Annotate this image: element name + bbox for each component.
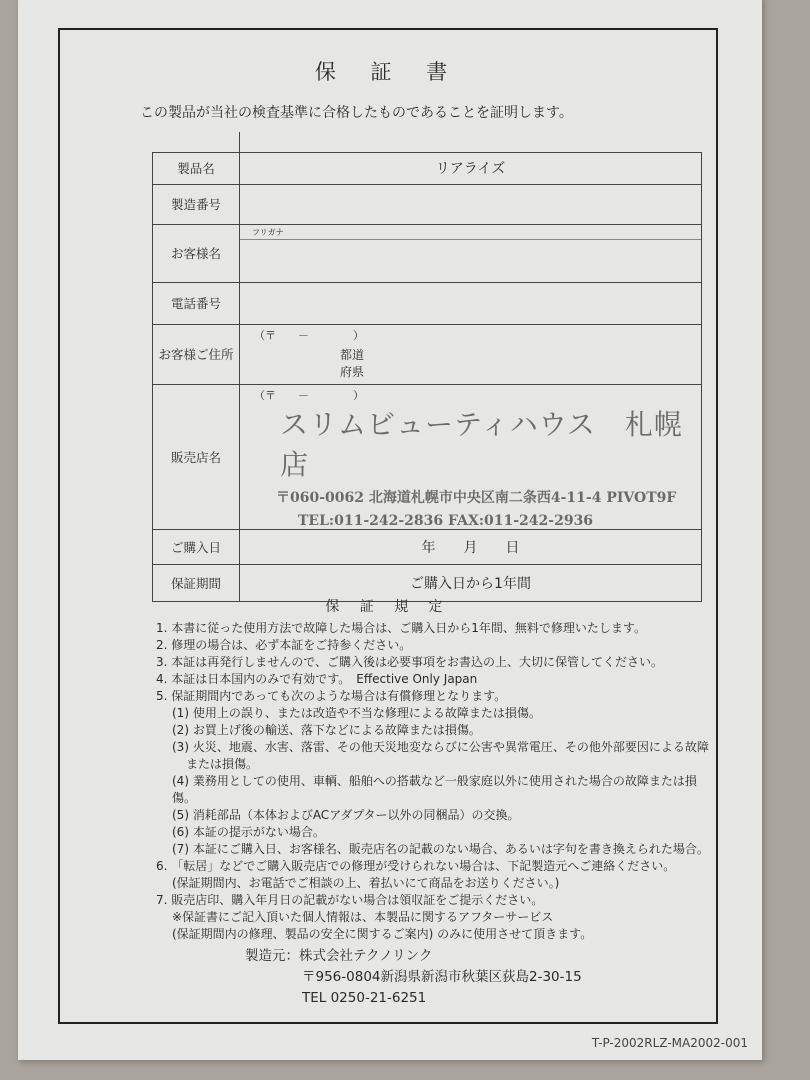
manufacturer-tel: TEL 0250-21-6251 bbox=[302, 990, 427, 1006]
prefecture-label: 都道 bbox=[340, 347, 365, 362]
store-label: 販売店名 bbox=[153, 384, 240, 529]
manufacturer-address: 〒956-0804新潟県新潟市秋葉区荻島2-30-15 bbox=[302, 969, 582, 985]
document-code: T-P-2002RLZ-MA2002-001 bbox=[591, 1036, 748, 1050]
warranty-paper bbox=[18, 0, 762, 1060]
furigana-label: フリガナ bbox=[252, 227, 284, 237]
store-address: 〒060-0062 北海道札幌市中央区南二条西4-11-4 PIVOT9F bbox=[276, 489, 677, 506]
product-value: リアライズ bbox=[240, 152, 702, 184]
rule-subitem: または損傷。 bbox=[186, 757, 259, 771]
rule-subitem: (7) 本証にご購入日、お客様名、販売店名の記載のない場合、あるいは字句を書き換えられた場合。 bbox=[172, 842, 709, 856]
rule-item: 1. 本書に従った使用方法で故障した場合は、ご購入日から1年間、無料で修理いたします。 bbox=[156, 621, 646, 635]
address-zip: （〒 － ） bbox=[254, 328, 364, 342]
purchase-date-field[interactable]: 年 月 日 bbox=[240, 529, 702, 564]
rule-item: 4. 本証は日本国内のみで有効です。 Effective Only Japan bbox=[156, 672, 478, 686]
rule-subitem: (3) 火災、地震、水害、落雷、その他天災地変ならびに公害や異常電圧、その他外部要因による故障 bbox=[172, 740, 709, 754]
document-title: 保 証 書 bbox=[314, 60, 462, 84]
store-name: スリムビューティハウス 札幌店 bbox=[280, 407, 683, 481]
serial-label: 製造番号 bbox=[153, 184, 240, 224]
store-field bbox=[240, 384, 702, 529]
warranty-period-label: 保証期間 bbox=[153, 564, 240, 601]
warranty-period-value: ご購入日から1年間 bbox=[240, 564, 702, 601]
phone-field[interactable] bbox=[240, 282, 702, 324]
rule-item: 6. 「転居」などでご購入販売店での修理が受けられない場合は、下記製造元へご連絡ください。 bbox=[156, 859, 676, 873]
manufacturer-info bbox=[245, 946, 582, 1009]
rule-subitem: (4) 業務用としての使用、車輌、船舶への搭載など一般家庭以外に使用された場合の故障または損傷。 bbox=[172, 774, 697, 805]
serial-field[interactable] bbox=[240, 184, 702, 224]
rule-note: (保証期間内、お電話でご相談の上、着払いにて商品をお送りください。) bbox=[172, 876, 560, 890]
rule-note: ※保証書にご記入頂いた個人情報は、本製品に関するアフターサービス bbox=[172, 910, 554, 924]
rule-subitem: (1) 使用上の誤り、または改造や不当な修理による故障または損傷。 bbox=[172, 706, 541, 720]
customer-field[interactable] bbox=[240, 224, 702, 282]
rule-subitem: (2) お買上げ後の輸送、落下などによる故障または損傷。 bbox=[172, 723, 481, 737]
rule-note: (保証期間内の修理、製品の安全に関するご案内) のみに使用させて頂きます。 bbox=[172, 927, 593, 941]
warranty-rules bbox=[156, 620, 716, 943]
customer-label: お客様名 bbox=[153, 224, 240, 282]
rule-item: 5. 保証期間内であっても次のような場合は有償修理となります。 bbox=[156, 689, 507, 703]
document-frame bbox=[58, 28, 718, 1024]
warranty-form-table bbox=[152, 132, 702, 602]
rule-item: 2. 修理の場合は、必ず本証をご持参ください。 bbox=[156, 638, 412, 652]
rule-item: 7. 販売店印、購入年月日の記載がない場合は領収証をご提示ください。 bbox=[156, 893, 544, 907]
product-label: 製品名 bbox=[153, 152, 240, 184]
rule-subitem: (5) 消耗部品（本体およびACアダプター以外の同梱品）の交換。 bbox=[172, 808, 520, 822]
address-label: お客様ご住所 bbox=[153, 324, 240, 384]
store-stamp bbox=[240, 403, 701, 529]
rule-item: 3. 本証は再発行しませんので、ご購入後は必要事項をお書込の上、大切に保管してください。 bbox=[156, 655, 664, 669]
phone-label: 電話番号 bbox=[153, 282, 240, 324]
store-zip: （〒 － ） bbox=[254, 388, 364, 402]
prefecture-label-2: 府県 bbox=[340, 364, 365, 379]
manufacturer-name: 製造元：株式会社テクノリンク bbox=[245, 948, 433, 964]
store-tel: TEL:011-242-2836 FAX:011-242-2936 bbox=[298, 512, 594, 529]
rule-subitem: (6) 本証の提示がない場合。 bbox=[172, 825, 325, 839]
certification-statement: この製品が当社の検査基準に合格したものであることを証明します。 bbox=[140, 105, 573, 121]
purchase-date-label: ご購入日 bbox=[153, 529, 240, 564]
address-field[interactable] bbox=[240, 324, 702, 384]
rules-title: 保 証 規 定 bbox=[325, 599, 451, 615]
